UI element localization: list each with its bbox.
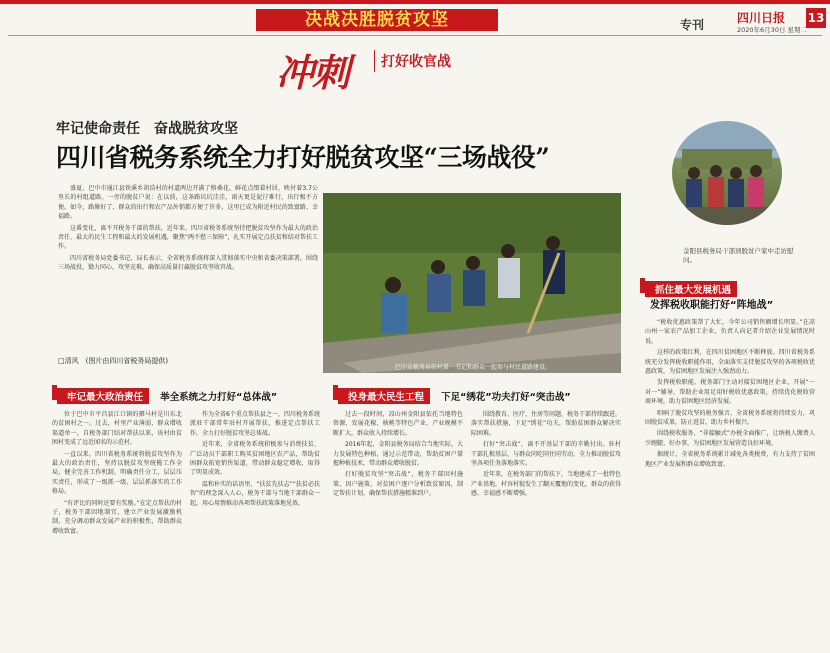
section-3-kicker: 抓住最大发展机遇 [645, 281, 737, 297]
section-3-paragraph: 据统计，全省税务系统累计减免各类税费，有力支持了贫困地区产业发展和群众增收致富。 [645, 451, 815, 468]
section-3-subtitle: 发挥税收职能打好“阵地战” [650, 300, 774, 311]
main-photo-illustration [323, 193, 621, 373]
section-3-paragraph: 围绕税收服务，“非接触式”办税全面推广，让纳税人缴费人少跑腿、好办事，为贫困地区发展营造良好环境。 [645, 430, 815, 447]
section-2-col-b [471, 410, 621, 650]
lead-paragraph: 这番变化，离不开税务干部的帮扶。近年来，四川省税务系统坚持把脱贫攻坚作为最大的政治责任、最大的民生工程和最大的发展机遇，聚焦“两不愁三保障”，扎实开展定点扶贫和结对帮扶工作。 [58, 224, 318, 251]
section-1-col-a [52, 410, 182, 650]
main-photo-caption: 巴中市税务局驻村第一书记和群众一起参与村民道路建设。 [395, 364, 552, 371]
section-2-col-a [333, 410, 463, 650]
section-2-paragraph: 过去一段时间，凉山州金阳县依托当地特色资源，发展花椒、核桃等特色产业，产业规模不断扩大，群众收入持续增长。 [333, 411, 463, 437]
section-1-subtitle: 举全系统之力打好“总体战” [160, 392, 278, 403]
section-1-paragraph: 作为全省6个重点帮扶县之一，四川税务系统派驻干部常年驻村开展帮扶，推进定点帮扶工作，全力打好脱贫攻坚总体战。 [190, 411, 320, 437]
byline: □清风 (图片由四川省税务局提供) [58, 357, 169, 365]
issue-date: 2020年6月30日 星期二 [737, 26, 808, 34]
section-2-paragraph: 2016年起，金阳县税务局结合当地实际，大力发展特色种植，通过示范带动，帮助贫困户掌握种植技术，带动群众增收脱贫。 [333, 441, 463, 468]
section-1-paragraph: 一直以来，四川省税务系统将脱贫攻坚作为最大的政治责任，坚持以脱贫攻坚统揽工作全局，健全完善工作机制，明确责任分工，层层压实责任，形成了一级抓一级、层层抓落实的工作格局。 [52, 450, 182, 496]
section-2-paragraph: 近年来，在税务部门的帮扶下，当地建成了一批特色产业基地，村容村貌发生了翻天覆地的变化，群众的获得感、幸福感不断增强。 [471, 471, 621, 498]
lead-paragraph: 四川省税务局党委书记、局长表示，全省税务系统将深入贯彻落实中央和省委决策部署，围绕三场战役，勠力同心，攻坚克难，确保高质量打赢脱贫攻坚收官战。 [58, 254, 318, 272]
section-1-paragraph: “有评比的同时还要有奖励。”在定点帮扶的村子，税务干部因地制宜，建立产业发展激励机制，充分调动群众发展产业的积极性，帮助群众增收致富。 [52, 499, 182, 535]
section-1-paragraph: 温和朴实的话语里，“扶贫先扶志”“扶贫必扶智”的理念深入人心，税务干部与当地干部群众一起，用心用情推动各项帮扶政策落地见效。 [190, 480, 320, 507]
side-photo [672, 121, 782, 225]
lead-paragraph: 盛夏，巴中市通江县铁溪乡胡浩村的村道两边开满了格桑花，鲜花点缀着村居，映衬着3.7公里长的村组道路。一旁的脱贫户说：在以前，这条路坑坑洼洼，雨天更是泥泞难行，出行极不方便。如今，路修好了，群众的出行和农产品外销都方便了许多，这里已成为附近村民的致富路、幸福路。 [58, 185, 318, 221]
section-3-paragraph: 这样的政策红利，在四川贫困地区不断释放。四川省税务系统充分发挥税收职能作用，全面落实支持脱贫攻坚的各项税收优惠政策，为贫困地区发展注入强劲动力。 [645, 349, 815, 376]
section-3-paragraph: “税收优惠政策帮了大忙，今年公司销售额增长明显。”在凉山州一家农产品加工企业，负责人向记者介绍企业发展情况时说。 [645, 319, 815, 345]
section-3-column [645, 318, 815, 648]
section-2-subtitle: 下足“绣花”功夫打好“突击战” [441, 392, 571, 403]
page-number: 13 [806, 8, 826, 28]
section-1-paragraph: 近年来，全省税务系统积极参与消费扶贫，广泛动员干部职工购买贫困地区农产品，帮助贫困群众拓宽销售渠道，带动群众稳定增收，取得了明显成效。 [190, 441, 320, 477]
section-1-paragraph: 位于巴中市平昌县江口镇的驷马村是川东北的贫困村之一。过去，村里产业薄弱，群众增收渠道单一。自税务部门结对帮扶以来，该村由贫困村变成了远近闻名的示范村。 [52, 411, 182, 447]
section-2-paragraph: 围绕教育、医疗、住房等问题，税务干部持续跟进，落实帮扶措施，下足“绣花”功夫，帮助贫困群众解决实际困难。 [471, 411, 621, 437]
banner-title: 决战决胜脱贫攻坚 [305, 10, 449, 30]
section-1-col-b [190, 410, 320, 650]
section-label: 专刊 [680, 18, 705, 32]
side-photo-caption: 金阳县税务局干部到脱贫户家中走访慰问。 [683, 247, 794, 264]
section-3-paragraph: 唱响了脱贫攻坚的税务强音，全省税务系统将持续发力，巩固脱贫成果，防止返贫，助力乡村振兴。 [645, 409, 815, 427]
section-1-heading [57, 385, 277, 404]
column-divider [374, 50, 375, 72]
main-photo [323, 193, 621, 373]
section-2-paragraph: 打好“突击战”，离不开基层干部的辛勤付出。驻村干部扎根基层，与群众同吃同住同劳动，全力推动脱贫攻坚各项任务落地落实。 [471, 441, 621, 468]
section-3-paragraph: 发挥税收职能，税务部门主动对接贫困地区企业，开展“一对一”辅导，帮助企业用足用好税收优惠政策，持续优化税收营商环境，助力贫困地区经济发展。 [645, 379, 815, 406]
column-brush-title: 冲刺 [276, 50, 349, 95]
pre-title: 牢记使命责任 奋战脱贫攻坚 [56, 121, 238, 137]
header-rule [8, 35, 822, 36]
side-photo-illustration [672, 121, 782, 225]
top-rule [0, 0, 830, 4]
section-2-paragraph: 打好脱贫攻坚“突击战”，税务干部因村施策、因户施策，对贫困户逐户分析致贫原因，制定帮扶计划，确保帮扶措施精准到户。 [333, 471, 463, 498]
section-1-kicker: 牢记最大政治责任 [57, 388, 149, 404]
section-2-kicker: 投身最大民生工程 [338, 388, 430, 404]
section-2-heading [338, 385, 571, 404]
headline: 四川省税务系统全力打好脱贫攻坚“三场战役” [56, 143, 550, 172]
section-3-kicker-wrap [645, 278, 737, 297]
paper-name: 四川日报 [737, 11, 786, 25]
lead-column [58, 184, 318, 334]
column-subtitle: 打好收官战 [381, 54, 451, 70]
